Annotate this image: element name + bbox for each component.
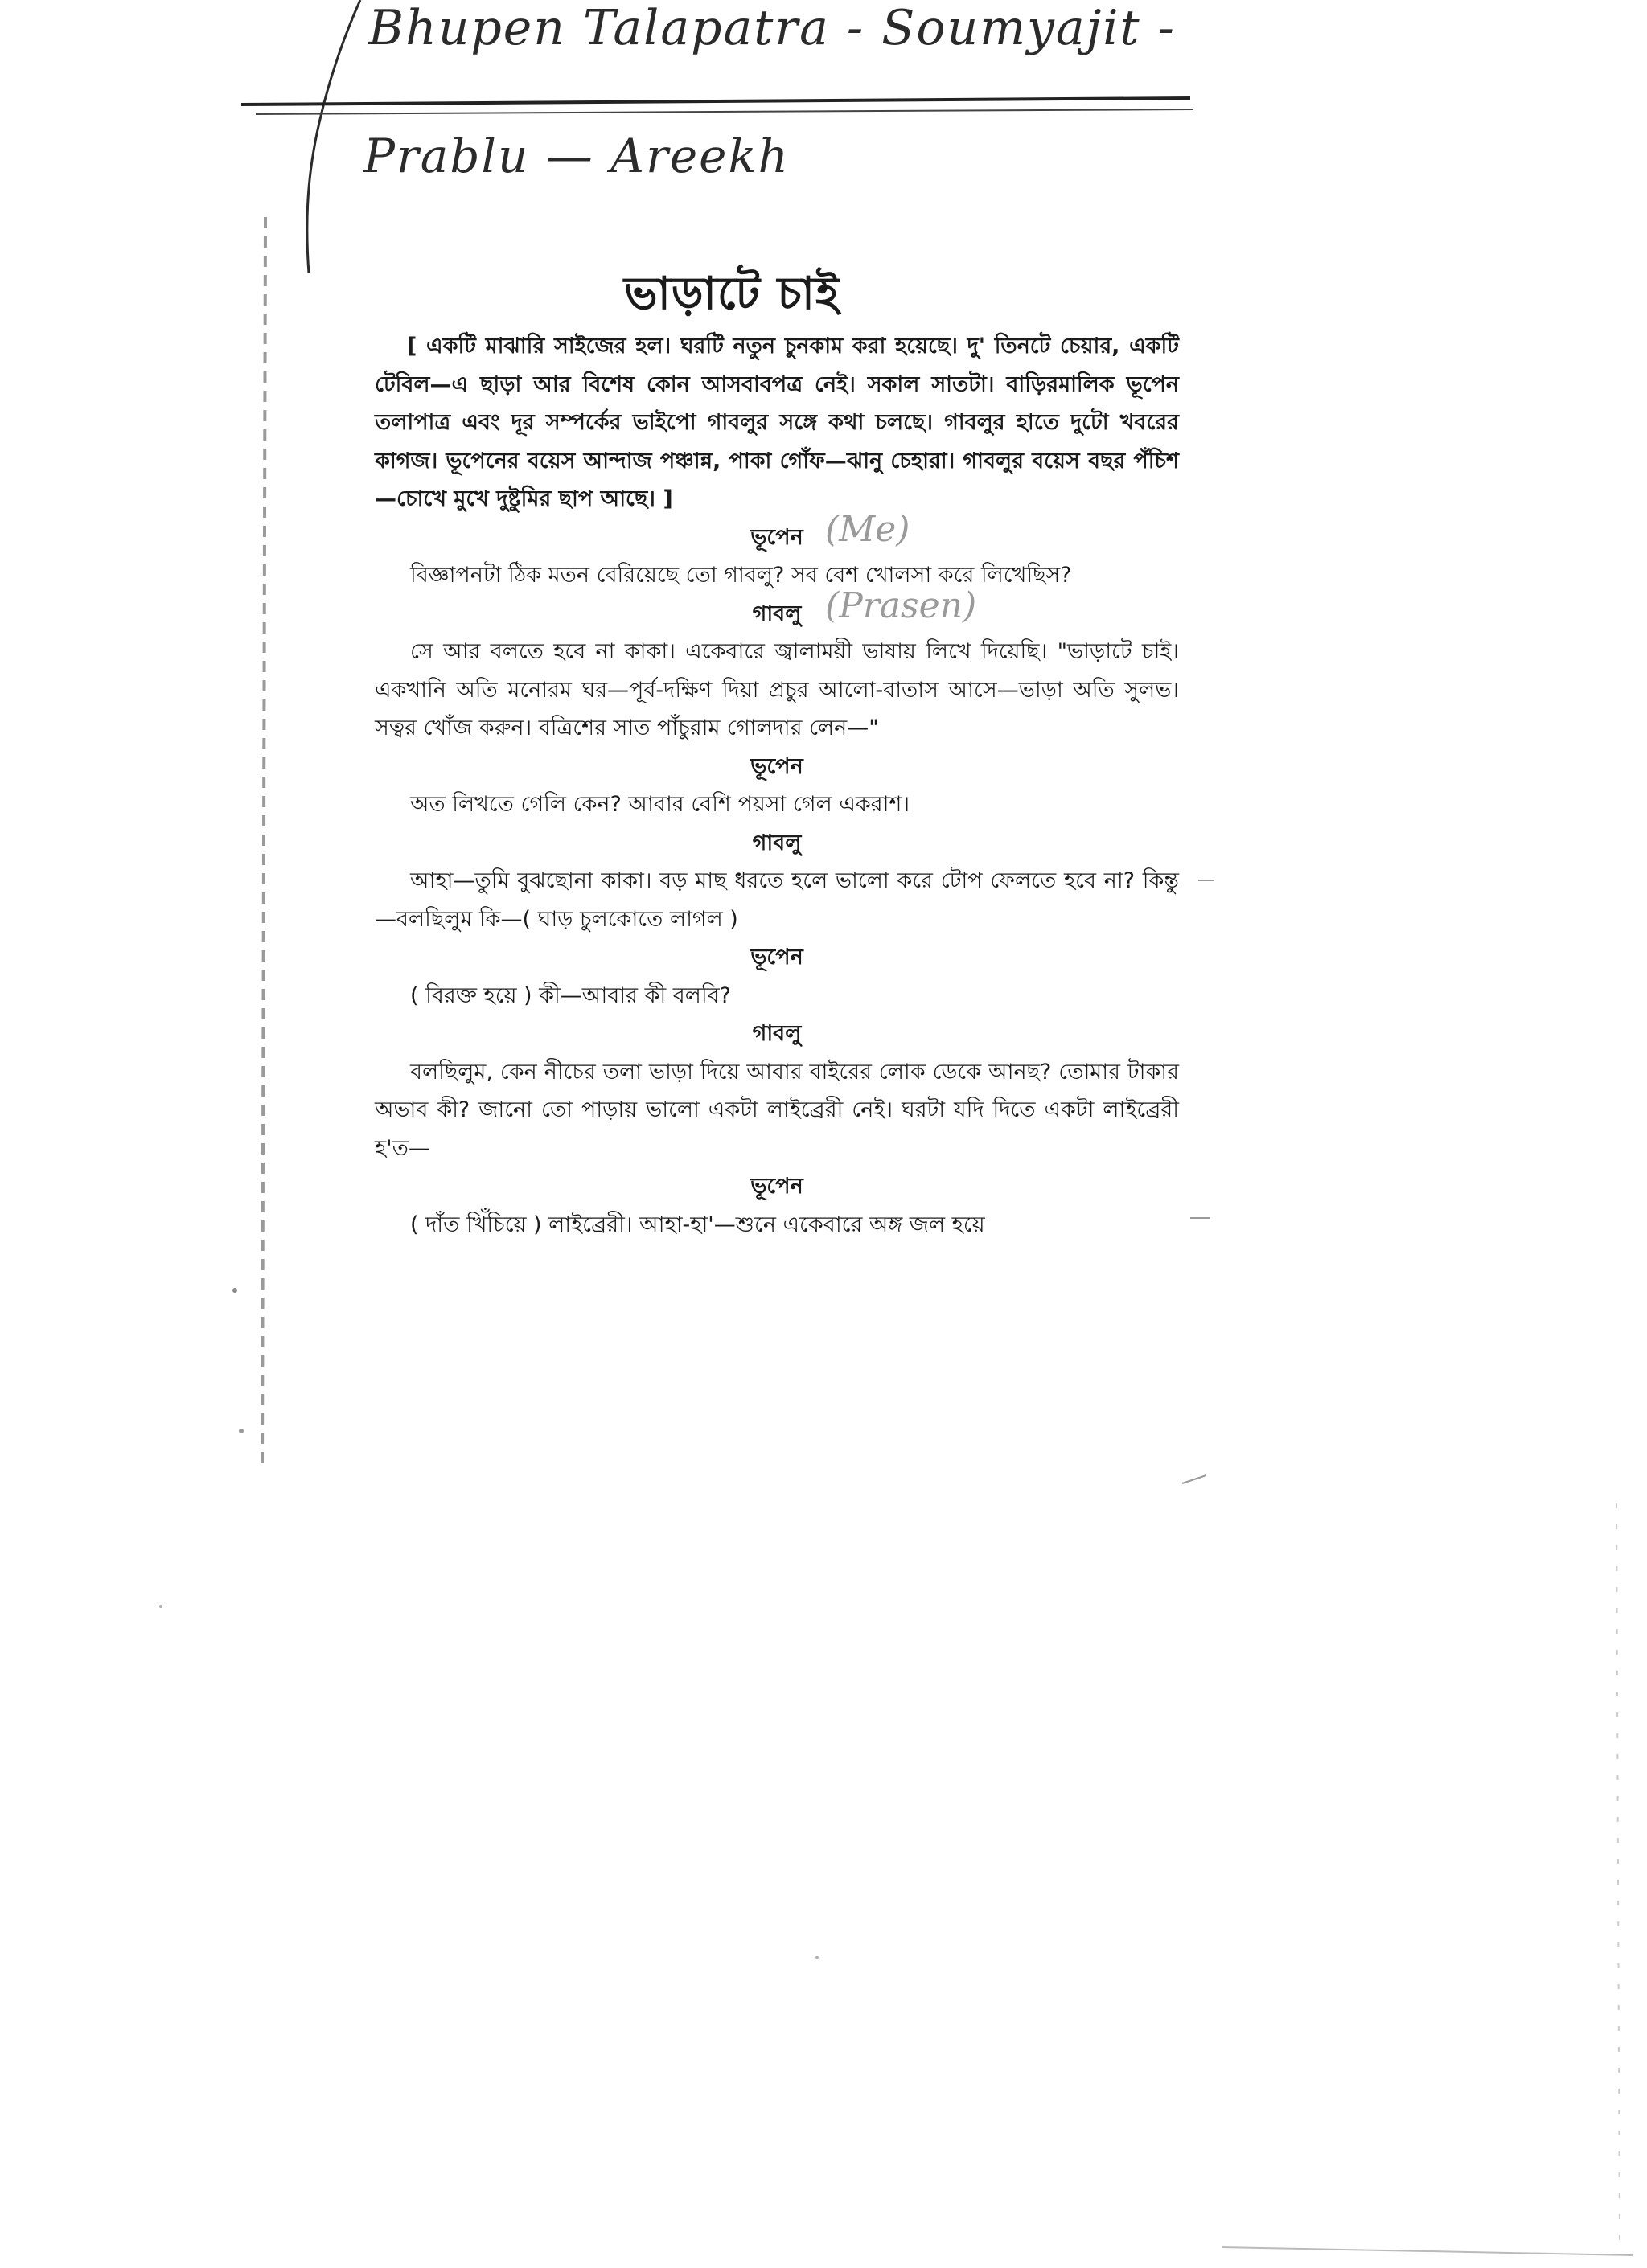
dialogue-line: ( বিরক্ত হয়ে ) কী—আবার কী বলবি? [410,982,731,1008]
handwritten-note-second: Prablu — Areekh [363,129,790,183]
pencil-note: (Me) [825,508,910,550]
dialogue-line: অত লিখতে গেলি কেন? আবার বেশি পয়সা গেল একরাশ। [410,792,910,817]
speaker-name: ভূপেন [750,945,803,970]
dialogue-line: বিজ্ঞাপনটা ঠিক মতন বেরিয়েছে তো গাবলু? সব বেশ খোলসা করে লিখেছিস? [410,563,1072,588]
dialogue-line: আহা—তুমি বুঝছোনা কাকা। বড় মাছ ধরতে হলে ভালো করে টোপ ফেলতে হবে না? কিন্তু—বলছিলুম কি—( ঘাড় চুলকোতে লাগল ) [375,868,1179,932]
play-body [375,327,1179,1244]
scan-top-edge [241,98,1190,105]
speaker-name: গাবলু (Prasen) [752,584,977,626]
dialogue-line: ( দাঁত খিঁচিয়ে ) লাইব্রেরী। আহা-হা'—শুনে একেবারে অঙ্গ জল হয়ে [410,1212,985,1237]
speaker-name: ভূপেন (Me) [750,508,910,550]
dialogue-line: বলছিলুম, কেন নীচের তলা ভাড়া দিয়ে আবার বাইরের লোক ডেকে আনছ? তোমার টাকার অভাব কী? জানো তো পাড়ায় ভালো একটা লাইব্রেরী নেই। ঘরটা যদি দিতে একটা লাইব্রেরী হ'ত— [375,1059,1179,1161]
pencil-note: (Prasen) [825,584,977,626]
speaker-name: গাবলু [752,830,802,855]
stage-direction: [ একটি মাঝারি সাইজের হল। ঘরটি নতুন চুনকাম করা হয়েছে। দু' তিনটে চেয়ার, একটি টেবিল—এ ছাড়া আর বিশেষ কোন আসবাবপত্র নেই। সকাল সাতটা। বাড়িরমালিক ভূপেন তলাপাত্র এবং দূর সম্পর্কের ভাইপো গাবলুর সঙ্গে কথা চলছে। গাবলুর হাতে দুটো খবরের কাগজ। ভূপেনের বয়েস আন্দাজ পঞ্চান্ন, পাকা গোঁফ—ঝানু চেহারা। গাবলুর বয়েস বছর পঁচিশ—চোখে মুখে দুষ্টুমির ছাপ আছে। ] [375,334,1179,511]
speaker-name: ভূপেন [750,1174,803,1199]
play-title: ভাড়াটে চাই [623,268,840,320]
speaker-name: গাবলু [752,1021,802,1046]
scanned-page [256,106,1208,1481]
handwritten-note-top: Bhupen Talapatra - Soumyajit - [368,0,1176,56]
speaker-name: ভূপেন [750,753,803,779]
dialogue-line: সে আর বলতে হবে না কাকা। একেবারে জ্বালাময়ী ভাষায় লিখে দিয়েছি। "ভাড়াটে চাই। একখানি অতি মনোরম ঘর—পূর্ব-দক্ষিণ দিয়া প্রচুর আলো-বাতাস আসে—ভাড়া অতি সুলভ। সত্বর খোঁজ করুন। বত্রিশের সাত পাঁচুরাম গোলদার লেন—" [375,639,1179,740]
